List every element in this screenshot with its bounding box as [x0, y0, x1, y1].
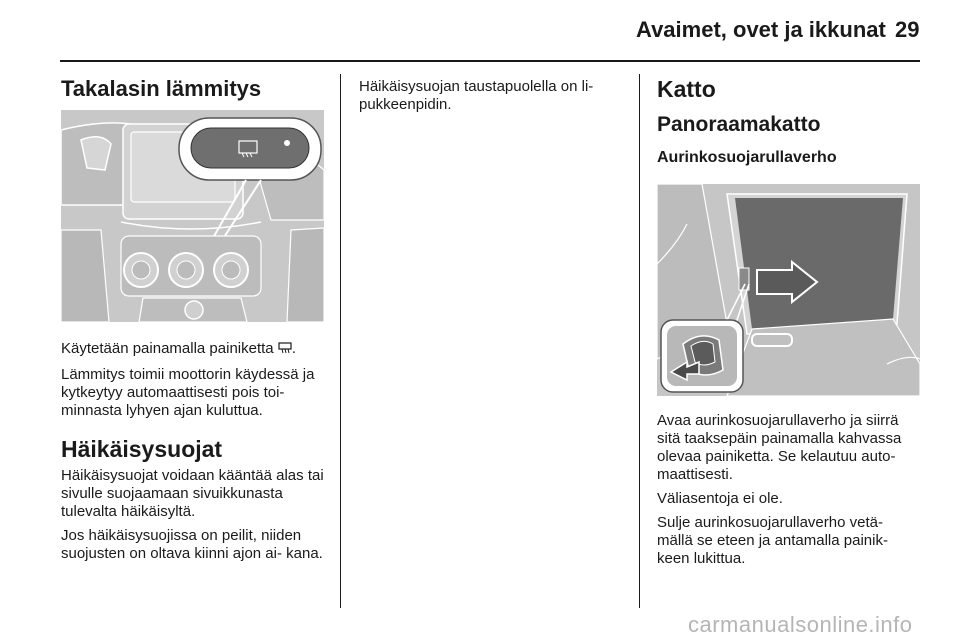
rear-window-heater-icon [278, 342, 292, 354]
paragraph-no-intermediate-positions: Väliasentoja ei ole. [657, 490, 783, 507]
header-rule [60, 60, 920, 62]
column-divider-1 [340, 74, 341, 608]
right-column [657, 76, 921, 167]
paragraph-heating-info: Lämmitys toimii moottorin käydessä ja kytkeytyy automaattisesti pois toi- minnasta lyhyen ajan kuluttua. [61, 366, 315, 419]
paragraph-sun-visors: Häikäisysuojat voidaan kääntää alas tai sivulle suojaamaan sivuikkunasta tulevalta häikäisyltä. [61, 467, 324, 520]
chapter-title: Avaimet, ovet ja ikkunat [636, 17, 886, 42]
watermark: carmanualsonline.info [688, 612, 913, 637]
section-heading-roof: Katto [657, 76, 716, 102]
left-column-text [61, 340, 329, 563]
paragraph-press-button-text: Käytetään painamalla painiketta [61, 340, 274, 357]
subheading-panoramic-roof: Panoraamakatto [657, 113, 821, 136]
page-number: 29 [895, 17, 920, 42]
right-column-text [657, 412, 921, 568]
paragraph-ticket-holder: Häikäisysuojan taustapuolella on li- pukkeenpidin. [359, 78, 594, 113]
dashboard-figure [61, 110, 324, 322]
sunshade-figure [657, 184, 920, 396]
section-heading-rear-window-heater: Takalasin lämmitys [61, 76, 262, 101]
subsubheading-sunshade: Aurinkosuojarullaverho [657, 149, 837, 166]
paragraph-sun-visor-mirrors: Jos häikäisysuojissa on peilit, niiden suojusten on oltava kiinni ajon ai- kana. [61, 527, 323, 562]
column-divider-2 [639, 74, 640, 608]
middle-column [359, 78, 619, 114]
paragraph-open-sunshade: Avaa aurinkosuojarullaverho ja siirrä sitä taaksepäin painamalla kahvassa olevaa painiketta. Se kelautuu auto- maattisesti. [657, 412, 902, 483]
page-header [0, 0, 960, 62]
left-column [61, 76, 329, 102]
paragraph-press-button [61, 340, 329, 358]
section-heading-sun-visors: Häikäisysuojat [61, 436, 223, 462]
paragraph-close-sunshade: Sulje aurinkosuojarullaverho vetä- mällä se eteen ja antamalla painik- keen lukittua. [657, 514, 888, 567]
paragraph-press-button-end: . [291, 340, 296, 357]
